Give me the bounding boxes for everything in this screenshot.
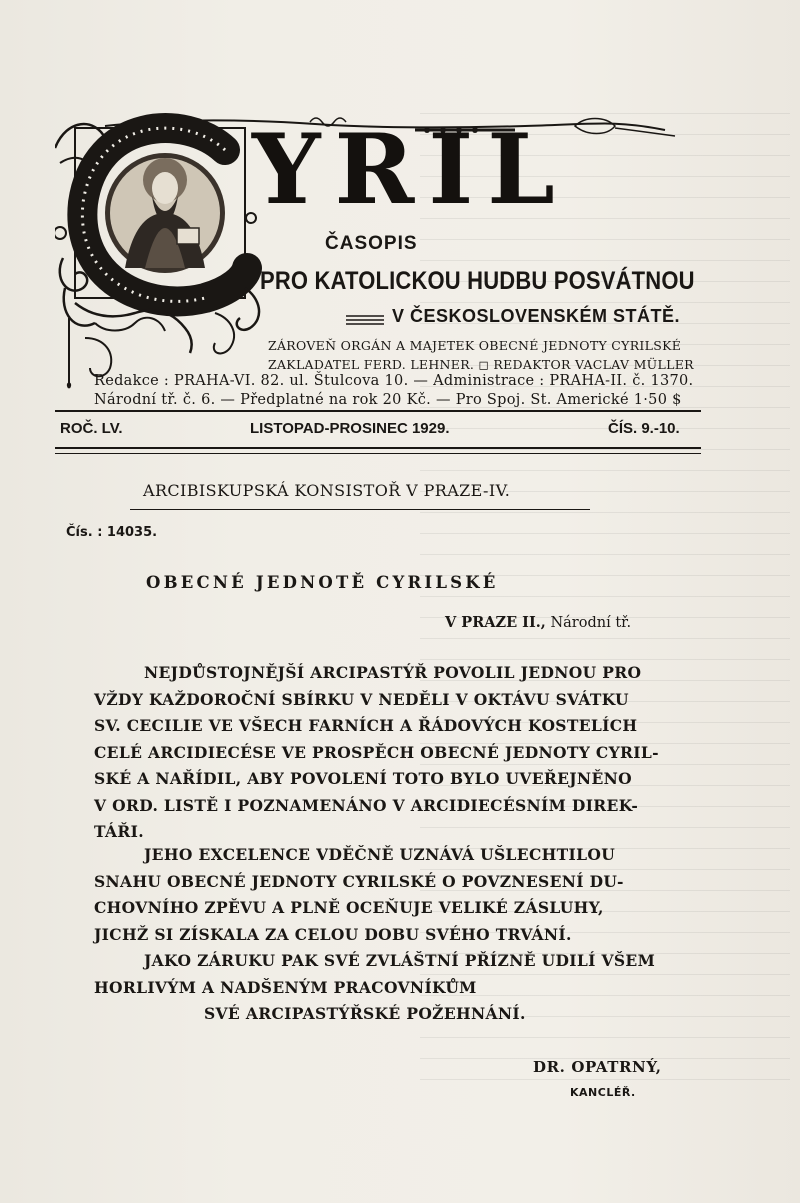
info-organ: ZÁROVEŇ ORGÁN A MAJETEK OBECNÉ JEDNOTY CYRILSKÉ: [268, 338, 682, 353]
paragraph-line: CELÉ ARCIDIECÉSE VE PROSPĚCH OBECNÉ JEDNOTY CYRIL-: [94, 742, 659, 762]
subtitle-dash-ornament: [346, 314, 386, 326]
reference-number: Čís. : 14035.: [66, 525, 158, 540]
addressee: OBECNÉ JEDNOTĚ CYRILSKÉ: [146, 573, 499, 592]
paragraph-3: [94, 948, 694, 1028]
info-founder-editor: ZAKLADATEL FERD. LEHNER. ◻ REDAKTOR VACLAV MÜLLER: [268, 357, 694, 372]
addressee-place: [445, 614, 631, 631]
info-address: Redakce : PRAHA-VI. 82. ul. Štulcova 10. — Administrace : PRAHA-II. č. 1370.: [94, 373, 694, 389]
letter-heading: ARCIBISKUPSKÁ KONSISTOŘ V PRAZE-IV.: [143, 481, 511, 500]
paragraph-line: SNAHU OBECNÉ JEDNOTY CYRILSKÉ O POVZNESENÍ DU-: [94, 871, 624, 891]
subtitle-topic: PRO KATOLICKOU HUDBU POSVÁTNOU: [260, 267, 695, 295]
paragraph-2: [94, 842, 694, 948]
subtitle-state: V ČESKOSLOVENSKÉM STÁTĚ.: [392, 306, 681, 326]
paragraph-line: JAKO ZÁRUKU PAK SVÉ ZVLÁŠTNÍ PŘÍZNĚ UDILÍ VŠEM: [144, 951, 656, 970]
issue-date: LISTOPAD-PROSINEC 1929.: [250, 420, 450, 437]
heading-rule: [130, 509, 590, 510]
masthead-rule-bottom-1: [55, 447, 701, 449]
addressee-city: V PRAZE II.,: [445, 614, 546, 631]
masthead: [0, 0, 800, 437]
paragraph-line: SVÉ ARCIPASTÝŘSKÉ POŽEHNÁNÍ.: [204, 1004, 526, 1023]
signature-role: KANCLÉŘ.: [570, 1086, 636, 1099]
paragraph-line: SKÉ A NAŘÍDIL, ABY POVOLENÍ TOTO BYLO UVEŘEJNĚNO: [94, 769, 632, 788]
subtitle-casopis: ČASOPIS: [325, 233, 418, 254]
info-subscription: Národní tř. č. 6. — Předplatné na rok 20 Kč. — Pro Spoj. St. Americké 1·50 $: [94, 392, 682, 408]
addressee-street: Národní tř.: [550, 615, 632, 631]
paragraph-line: TÁŘI.: [94, 822, 144, 841]
masthead-rule-bottom-2: [55, 453, 701, 454]
signature-name: DR. OPATRNÝ,: [533, 1058, 662, 1076]
journal-title: YRIL: [252, 113, 569, 226]
paragraph-line: CHOVNÍHO ZPĚVU A PLNĚ OCEŇUJE VELIKÉ ZÁSLUHY,: [94, 898, 604, 917]
issue-number: ČÍS. 9.-10.: [608, 420, 680, 437]
paragraph-line: JEHO EXCELENCE VDĚČNĚ UZNÁVÁ UŠLECHTILOU: [144, 845, 616, 864]
paragraph-line: VŽDY KAŽDOROČNÍ SBÍRKU V NEDĚLI V OKTÁVU SVÁTKU: [94, 689, 629, 709]
issue-row: [60, 420, 700, 444]
issue-volume: ROČ. LV.: [60, 420, 123, 437]
paragraph-line: NEJDŮSTOJNĚJŠÍ ARCIPASTÝŘ POVOLIL JEDNOU PRO: [144, 663, 642, 682]
paragraph-line: V ORD. LISTĚ I POZNAMENÁNO V ARCIDIECÉSNÍM DIREK-: [94, 795, 639, 815]
masthead-rule-top: [55, 410, 701, 412]
paragraph-1: [94, 660, 694, 846]
paragraph-line: SV. CECILIE VE VŠECH FARNÍCH A ŘÁDOVÝCH KOSTELÍCH: [94, 716, 638, 735]
paragraph-line: JICHŽ SI ZÍSKALA ZA CELOU DOBU SVÉHO TRVÁNÍ.: [94, 924, 572, 944]
paragraph-line: HORLIVÝM A NADŠENÝM PRACOVNÍKŮM: [94, 977, 477, 997]
